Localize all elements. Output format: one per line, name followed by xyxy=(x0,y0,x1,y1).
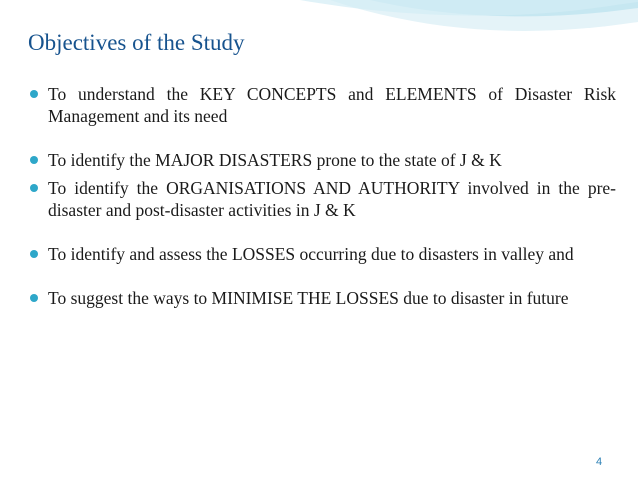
bullet-text: To understand the KEY CONCEPTS and ELEMENTS of Disaster Risk Management and its need xyxy=(48,84,616,126)
bullet-icon xyxy=(30,90,38,98)
bullet-item-organisations xyxy=(26,177,616,221)
page-number: 4 xyxy=(596,456,603,468)
bullet-text: To suggest the ways to MINIMISE THE LOSSES due to disaster in future xyxy=(48,288,569,308)
bullet-text: To identify and assess the LOSSES occurring due to disasters in valley and xyxy=(48,244,574,264)
bullet-item-concepts xyxy=(26,83,616,127)
bullet-icon xyxy=(30,184,38,192)
bullet-icon xyxy=(30,250,38,258)
bullet-list xyxy=(26,83,616,331)
bullet-icon xyxy=(30,294,38,302)
bullet-item-minimise xyxy=(26,287,616,309)
slide-title: Objectives of the Study xyxy=(28,30,245,55)
bullet-text: To identify the MAJOR DISASTERS prone to the state of J & K xyxy=(48,150,502,170)
bullet-icon xyxy=(30,156,38,164)
bullet-item-losses xyxy=(26,243,616,265)
bullet-text: To identify the ORGANISATIONS AND AUTHORITY involved in the pre-disaster and post-disaster activities in J & K xyxy=(48,178,616,220)
bullet-item-disasters xyxy=(26,149,616,171)
